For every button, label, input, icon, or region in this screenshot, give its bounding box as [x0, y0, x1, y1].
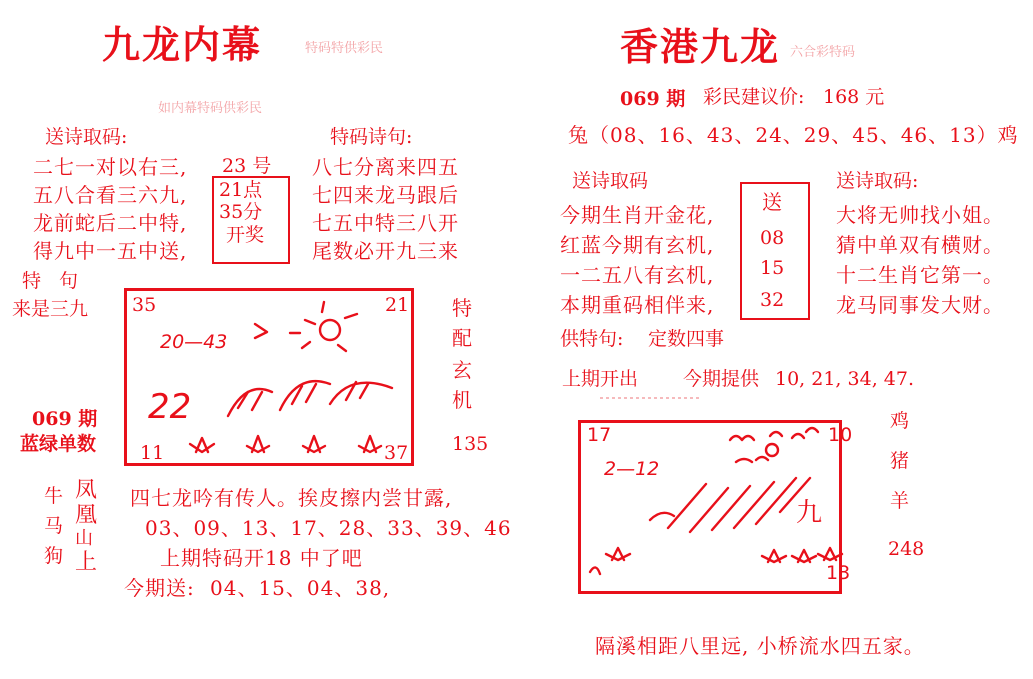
- left-side-vertical-4: 机: [452, 388, 472, 412]
- right-poem-line: 红蓝今期有玄机,: [560, 233, 715, 257]
- left-drawing-big-number: 22: [148, 387, 192, 427]
- left-special-heading: 特码诗句:: [330, 126, 413, 148]
- left-poem-line: 五八合看三六九,: [33, 183, 188, 207]
- left-side-vertical-2: 配: [452, 326, 472, 350]
- right-poem-line: 一二五八有玄机,: [560, 263, 715, 287]
- right-price-label: 彩民建议价:: [703, 86, 805, 108]
- left-drawing-center-text: 20—43: [160, 331, 228, 353]
- left-phoenix-2: 凰: [75, 503, 98, 528]
- left-side-vertical-3: 玄: [452, 358, 472, 382]
- left-special-line: 尾数必开九三来: [312, 239, 459, 263]
- left-poem-line: 得九中一五中送,: [33, 239, 188, 263]
- right-poem-line-2: 龙马同事发大财。: [836, 293, 1004, 317]
- left-numbers: 03、09、13、17、28、33、39、46: [145, 516, 512, 540]
- left-drawing-corner: 21: [385, 294, 410, 316]
- left-faint-line: 如内幕特码供彩民: [158, 101, 263, 116]
- right-drawing-center-text: 2—12: [604, 458, 660, 480]
- left-zodiac: 马: [44, 515, 64, 537]
- right-last-open: 上期开出: [562, 368, 639, 390]
- left-phoenix-1: 凤: [75, 478, 98, 503]
- right-drawing-char: 九: [796, 498, 823, 528]
- right-footer: 隔溪相距八里远, 小桥流水四五家。: [595, 634, 925, 658]
- right-poem-line-2: 大将无帅找小姐。: [836, 203, 1004, 227]
- right-poem-line: 今期生肖开金花,: [560, 203, 715, 227]
- right-title: 香港九龙: [620, 24, 781, 69]
- right-offer-label: 今期提供: [683, 368, 760, 390]
- left-drawing-corner: 11: [140, 442, 165, 464]
- left-phoenix-4: 上: [75, 550, 98, 575]
- left-zodiac: 狗: [44, 545, 64, 567]
- left-box-draw: 开奖: [226, 224, 265, 246]
- right-price: 168 元: [823, 86, 885, 108]
- left-hills-sketch: [190, 381, 392, 452]
- left-poem-line: 龙前蛇后二中特,: [33, 211, 188, 235]
- left-issue: 069 期: [32, 408, 98, 430]
- left-zodiac: 牛: [44, 485, 64, 507]
- right-special-label: 供特句:: [560, 328, 624, 350]
- left-special-line: 七四来龙马跟后: [312, 183, 459, 207]
- left-box-hour: 21点: [219, 179, 263, 201]
- right-poem-heading-2: 送诗取码:: [836, 170, 919, 192]
- left-side-vertical-1: 特: [452, 296, 472, 320]
- right-drawing-corner: 17: [587, 424, 612, 446]
- left-side-number: 135: [452, 433, 489, 455]
- left-verse: 四七龙吟有传人。挨皮擦内尝甘露,: [130, 486, 453, 510]
- left-poem-line: 二七一对以右三,: [33, 155, 188, 179]
- right-poem-line-2: 十二生肖它第一。: [836, 263, 1004, 287]
- right-send-box-number: 32: [760, 289, 785, 311]
- right-send-box-number: 08: [760, 227, 785, 249]
- right-poem-line: 本期重码相伴来,: [560, 293, 715, 317]
- left-poem-heading: 送诗取码:: [45, 126, 128, 148]
- right-side-zodiac: 猪: [890, 450, 910, 472]
- left-send-label: 今期送:: [124, 576, 195, 600]
- left-last-issue: 上期特码开18 中了吧: [160, 546, 363, 570]
- left-drawing-corner: 37: [384, 442, 409, 464]
- right-offer-numbers: 10, 21, 34, 47.: [775, 368, 914, 390]
- left-drawing-corner: 35: [132, 294, 157, 316]
- right-zodiac-numbers: 兔（08、16、43、24、29、45、46、13）鸡: [568, 123, 1019, 147]
- right-poem-line-2: 猜中单双有横财。: [836, 233, 1004, 257]
- left-special-label: 特 句: [22, 270, 85, 292]
- left-send-numbers: 04、15、04、38,: [210, 576, 391, 600]
- right-title-note: 六合彩特码: [790, 45, 856, 60]
- right-drawing-corner: 10: [828, 424, 853, 446]
- left-special-phrase: 来是三九: [12, 298, 89, 320]
- right-special-value: 定数四事: [648, 328, 725, 350]
- right-side-zodiac: 鸡: [890, 410, 910, 432]
- left-box-date: 23 号: [222, 155, 272, 177]
- left-title-note: 特码特供彩民: [305, 41, 384, 56]
- left-phoenix-3: 山: [75, 528, 93, 549]
- right-side-zodiac: 羊: [890, 490, 910, 512]
- left-box-minute: 35分: [219, 201, 263, 223]
- right-send-box-number: 15: [760, 257, 785, 279]
- left-blue-green: 蓝绿单数: [20, 433, 97, 455]
- right-send-box-label: 送: [762, 190, 783, 214]
- right-side-number: 248: [888, 538, 925, 560]
- right-poem-heading: 送诗取码: [572, 170, 649, 192]
- left-title: 九龙内幕: [102, 22, 263, 67]
- right-rain-sketch: [590, 428, 842, 574]
- left-special-line: 七五中特三八开: [312, 211, 459, 235]
- left-special-line: 八七分离来四五: [312, 155, 459, 179]
- right-drawing-corner: 13: [826, 562, 851, 584]
- right-issue: 069 期: [620, 88, 686, 110]
- left-sun-sketch: [255, 302, 357, 351]
